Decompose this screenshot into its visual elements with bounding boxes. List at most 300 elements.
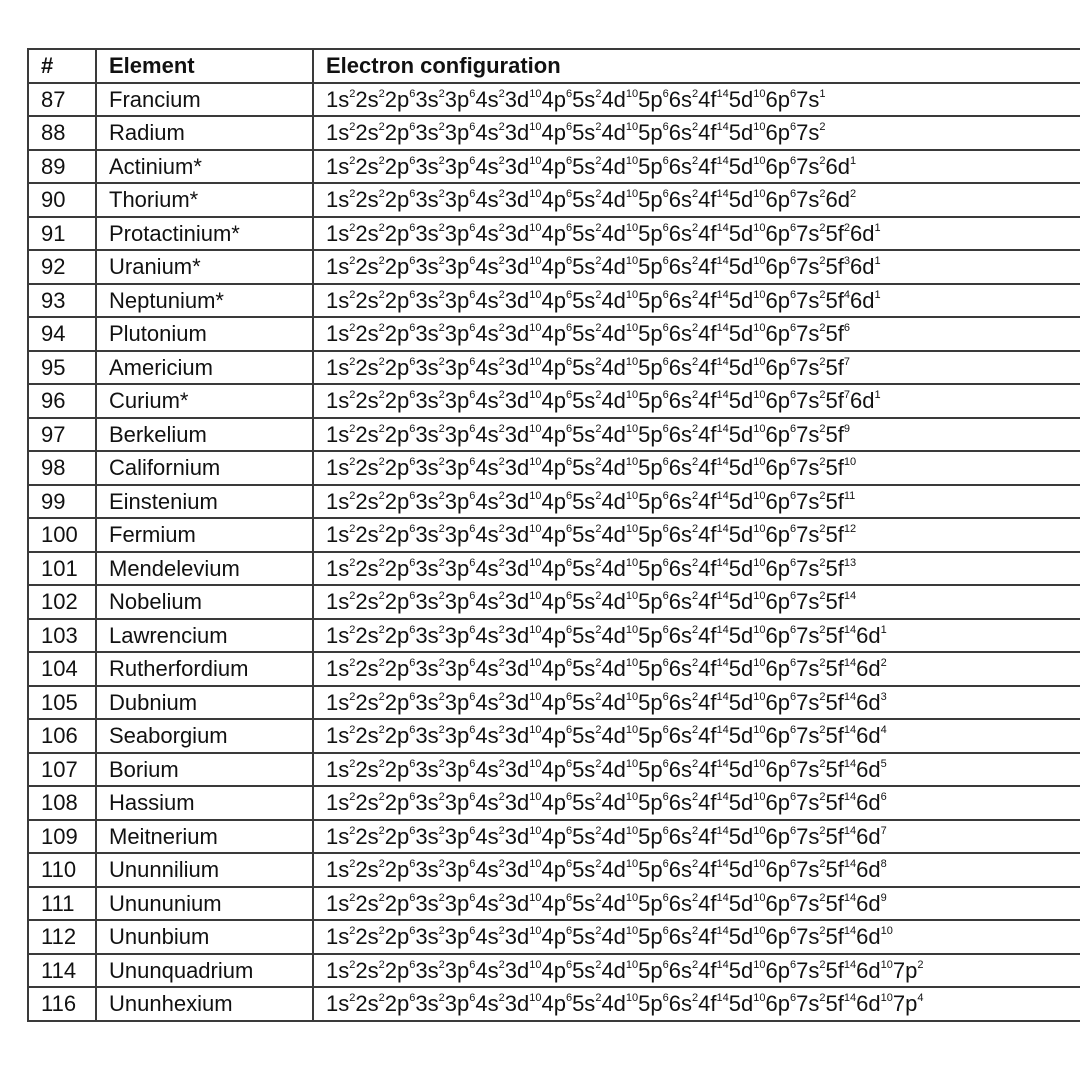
orbital: 4d [601, 622, 626, 648]
electron-count: 2 [498, 154, 505, 167]
electron-count: 2 [349, 757, 356, 770]
orbital: 6s [668, 488, 693, 514]
orbital: 5f [825, 823, 844, 849]
orbital: 4p [541, 388, 566, 413]
electron-count: 6 [469, 221, 476, 234]
electron-count: 2 [595, 322, 602, 334]
orbital: 3s [415, 924, 439, 949]
orbital: 4d [601, 421, 626, 447]
electron-count: 2 [349, 154, 356, 167]
orbital: 6p [765, 455, 790, 480]
electron-count: 2 [692, 188, 699, 200]
orbital: 6s [668, 120, 693, 145]
orbital: 6s [668, 287, 693, 313]
orbital: 7s [796, 957, 820, 983]
electron-count: 10 [625, 523, 639, 535]
electron-count: 6 [469, 958, 476, 971]
orbital: 7s [796, 220, 820, 246]
electron-count: 10 [753, 958, 766, 971]
orbital: 5p [638, 287, 663, 313]
electron-count: 14 [843, 724, 857, 736]
electron-count: 6 [789, 590, 797, 602]
electron-count: 14 [716, 657, 729, 669]
electron-count: 2 [349, 992, 356, 1004]
electron-count: 6 [469, 724, 476, 736]
orbital: 3s [415, 522, 439, 547]
electron-count: 2 [498, 791, 505, 803]
electron-count: 10 [529, 992, 542, 1004]
electron-count: 6 [565, 322, 573, 334]
orbital: 5s [572, 890, 596, 916]
orbital: 4f [698, 522, 717, 547]
element-name-cell: Dubnium [96, 686, 313, 720]
header-element: Element [96, 49, 313, 83]
orbital: 2p [384, 790, 410, 815]
orbital: 5s [572, 589, 596, 614]
electron-configuration-cell [313, 83, 1080, 117]
table-row [28, 384, 1080, 418]
electron-count: 6 [565, 891, 573, 904]
electron-count: 10 [753, 121, 766, 133]
electron-count: 2 [692, 824, 699, 837]
electron-count: 10 [753, 154, 766, 167]
orbital: 3d [504, 723, 530, 748]
orbital: 5d [728, 287, 754, 313]
electron-count: 2 [349, 422, 356, 435]
orbital: 3p [444, 153, 470, 179]
orbital: 3s [415, 656, 439, 681]
orbital: 5p [638, 823, 663, 849]
electron-count: 2 [692, 456, 699, 468]
electron-count: 14 [716, 523, 729, 535]
electron-count: 10 [625, 556, 639, 569]
orbital: 4s [475, 622, 499, 648]
orbital: 3d [504, 790, 530, 815]
electron-count: 14 [716, 757, 729, 770]
electron-count: 2 [498, 757, 505, 770]
electron-count: 2 [819, 188, 826, 200]
orbital: 4d [601, 187, 626, 212]
orbital: 4f [698, 86, 717, 112]
orbital: 3s [415, 120, 439, 145]
orbital: 2s [355, 924, 379, 949]
atomic-number-cell: 108 [28, 786, 96, 820]
orbital: 4f [698, 622, 717, 648]
electron-count: 14 [716, 690, 729, 703]
orbital: 7s [796, 924, 820, 949]
electron-count: 6 [662, 958, 669, 971]
electron-count: 6 [662, 221, 669, 234]
electron-count: 6 [662, 657, 669, 669]
electron-count: 6 [409, 958, 416, 971]
electron-count: 2 [595, 858, 602, 870]
electron-count: 14 [843, 891, 857, 904]
orbital: 5d [728, 924, 754, 949]
electron-count: 10 [625, 456, 639, 468]
orbital: 4s [475, 924, 499, 949]
electron-count: 2 [498, 657, 505, 669]
orbital: 5d [728, 455, 754, 480]
orbital: 5s [572, 723, 596, 748]
orbital: 3s [415, 354, 439, 380]
orbital: 5s [572, 254, 596, 279]
orbital: 6s [668, 220, 693, 246]
orbital: 5f [825, 354, 844, 380]
orbital: 5f [825, 790, 844, 815]
orbital: 1s [326, 689, 350, 715]
orbital: 2s [355, 790, 379, 815]
orbital: 1s [326, 890, 350, 916]
electron-count: 2 [819, 690, 826, 703]
electron-count: 6 [409, 992, 416, 1004]
electron-count: 6 [469, 925, 476, 937]
electron-configuration-table [27, 48, 1080, 1022]
electron-count: 6 [662, 757, 669, 770]
electron-count: 2 [349, 523, 356, 535]
electron-count: 6 [409, 858, 416, 870]
electron-count: 2 [349, 824, 356, 837]
orbital: 5d [728, 220, 754, 246]
orbital: 6p [765, 354, 790, 380]
electron-configuration-cell [313, 954, 1080, 988]
electron-count: 6 [469, 456, 476, 468]
electron-count: 11 [843, 489, 856, 502]
atomic-number-cell: 93 [28, 284, 96, 318]
electron-count: 6 [789, 523, 797, 535]
orbital: 6d [856, 890, 881, 916]
orbital: 4f [698, 421, 717, 447]
electron-count: 2 [819, 255, 826, 267]
orbital: 7s [796, 790, 820, 815]
electron-count: 14 [716, 154, 729, 167]
orbital: 4s [475, 488, 499, 514]
electron-count: 6 [409, 690, 416, 703]
orbital: 4f [698, 120, 717, 145]
orbital: 4d [601, 589, 626, 614]
electron-count: 2 [819, 288, 826, 301]
atomic-number-cell: 111 [28, 887, 96, 921]
electron-count: 10 [529, 724, 542, 736]
electron-count: 6 [789, 858, 797, 870]
orbital: 2s [355, 321, 379, 346]
electron-count: 10 [529, 824, 542, 837]
orbital: 6s [668, 153, 693, 179]
table-row [28, 987, 1080, 1021]
electron-count: 2 [438, 456, 445, 468]
orbital: 3d [504, 890, 530, 916]
orbital: 1s [326, 254, 350, 279]
orbital: 2p [384, 823, 410, 849]
orbital: 6s [668, 321, 693, 346]
electron-count: 2 [498, 422, 505, 435]
orbital: 1s [326, 991, 350, 1016]
electron-count: 6 [565, 824, 573, 837]
orbital: 3p [444, 656, 470, 681]
electron-count: 6 [409, 188, 416, 200]
electron-count: 10 [753, 523, 766, 535]
electron-count: 6 [409, 322, 416, 334]
orbital: 4d [601, 455, 626, 480]
orbital: 3s [415, 321, 439, 346]
electron-count: 2 [849, 188, 857, 200]
element-name-cell: Meitnerium [96, 820, 313, 854]
orbital: 3s [415, 455, 439, 480]
electron-count: 2 [349, 590, 356, 602]
orbital: 2s [355, 555, 379, 581]
electron-count: 2 [378, 556, 385, 569]
electron-count: 14 [716, 925, 729, 937]
electron-count: 6 [409, 724, 416, 736]
electron-count: 1 [849, 154, 857, 167]
orbital: 5s [572, 120, 596, 145]
table-row [28, 451, 1080, 485]
electron-count: 2 [438, 389, 445, 401]
orbital: 2s [355, 522, 379, 547]
electron-count: 6 [662, 154, 669, 167]
electron-count: 2 [378, 690, 385, 703]
electron-count: 10 [753, 322, 766, 334]
electron-count: 2 [595, 523, 602, 535]
electron-count: 2 [438, 87, 445, 100]
orbital: 6p [765, 421, 790, 447]
orbital: 5p [638, 622, 663, 648]
orbital: 1s [326, 153, 350, 179]
orbital: 2p [384, 153, 410, 179]
orbital: 3d [504, 354, 530, 380]
atomic-number-cell: 95 [28, 351, 96, 385]
orbital: 2p [384, 555, 410, 581]
orbital: 4f [698, 890, 717, 916]
electron-count: 2 [498, 255, 505, 267]
orbital: 5p [638, 957, 663, 983]
electron-count: 2 [819, 724, 826, 736]
electron-count: 2 [498, 623, 505, 636]
orbital: 3d [504, 589, 530, 614]
orbital: 7s [796, 187, 820, 212]
orbital: 2p [384, 589, 410, 614]
electron-count: 14 [716, 121, 729, 133]
atomic-number-cell: 91 [28, 217, 96, 251]
orbital: 4d [601, 756, 626, 782]
orbital: 4d [601, 790, 626, 815]
electron-count: 10 [529, 188, 542, 200]
electron-count: 2 [349, 456, 356, 468]
orbital: 4s [475, 857, 499, 882]
electron-count: 2 [692, 355, 699, 368]
orbital: 6s [668, 254, 693, 279]
electron-count: 2 [819, 925, 826, 937]
orbital: 7s [796, 689, 820, 715]
orbital: 4f [698, 756, 717, 782]
electron-count: 2 [498, 288, 505, 301]
orbital: 6d [825, 187, 850, 212]
electron-count: 6 [789, 657, 797, 669]
electron-count: 6 [662, 690, 669, 703]
orbital: 4p [541, 86, 566, 112]
electron-count: 2 [378, 925, 385, 937]
orbital: 2p [384, 890, 410, 916]
orbital: 3p [444, 220, 470, 246]
electron-count: 10 [843, 456, 857, 468]
orbital: 3p [444, 488, 470, 514]
orbital: 3d [504, 287, 530, 313]
electron-count: 6 [565, 925, 573, 937]
electron-count: 6 [789, 422, 797, 435]
orbital: 1s [326, 924, 350, 949]
electron-count: 12 [843, 523, 857, 535]
table-row [28, 351, 1080, 385]
orbital: 4d [601, 488, 626, 514]
orbital: 5p [638, 991, 663, 1016]
electron-count: 6 [789, 791, 797, 803]
orbital: 4p [541, 890, 566, 916]
electron-count: 2 [378, 255, 385, 267]
orbital: 4s [475, 421, 499, 447]
orbital: 3d [504, 957, 530, 983]
orbital: 1s [326, 857, 350, 882]
orbital: 3d [504, 756, 530, 782]
electron-count: 14 [716, 858, 729, 870]
element-name-cell: Actinium* [96, 150, 313, 184]
orbital: 6s [668, 388, 693, 413]
electron-count: 2 [378, 355, 385, 368]
orbital: 5s [572, 321, 596, 346]
element-name-cell: Ununquadrium [96, 954, 313, 988]
electron-count: 2 [595, 255, 602, 267]
orbital: 5d [728, 153, 754, 179]
orbital: 5d [728, 957, 754, 983]
electron-count: 2 [498, 87, 505, 100]
orbital: 7s [796, 287, 820, 313]
electron-count: 6 [789, 456, 797, 468]
electron-count: 2 [692, 422, 699, 435]
orbital: 2p [384, 957, 410, 983]
electron-count: 2 [349, 489, 356, 502]
orbital: 4s [475, 957, 499, 983]
orbital: 3p [444, 86, 470, 112]
orbital: 4s [475, 321, 499, 346]
electron-count: 6 [789, 154, 797, 167]
orbital: 4f [698, 254, 717, 279]
orbital: 1s [326, 455, 350, 480]
orbital: 6d [856, 790, 881, 815]
electron-count: 10 [529, 288, 542, 301]
electron-count: 6 [789, 824, 797, 837]
orbital: 1s [326, 421, 350, 447]
orbital: 6d [856, 991, 881, 1016]
orbital: 3d [504, 120, 530, 145]
orbital: 2s [355, 689, 379, 715]
orbital: 5f [825, 689, 844, 715]
electron-count: 2 [819, 556, 826, 569]
orbital: 3s [415, 421, 439, 447]
orbital: 5f [825, 455, 844, 480]
orbital: 4p [541, 857, 566, 882]
orbital: 5f [825, 857, 844, 882]
electron-configuration-cell [313, 518, 1080, 552]
electron-count: 6 [469, 288, 476, 301]
electron-count: 14 [716, 355, 729, 368]
orbital: 5f [825, 991, 844, 1016]
electron-count: 3 [880, 690, 887, 703]
orbital: 3d [504, 388, 530, 413]
orbital: 7s [796, 421, 820, 447]
orbital: 4p [541, 622, 566, 648]
electron-count: 10 [529, 858, 542, 870]
orbital: 2p [384, 723, 410, 748]
electron-count: 6 [469, 121, 476, 133]
electron-count: 14 [843, 757, 857, 770]
electron-count: 6 [662, 255, 669, 267]
electron-count: 2 [349, 121, 356, 133]
orbital: 4s [475, 723, 499, 748]
orbital: 4d [601, 254, 626, 279]
electron-count: 6 [789, 87, 797, 100]
orbital: 5s [572, 187, 596, 212]
orbital: 3p [444, 388, 470, 413]
electron-count: 14 [716, 221, 729, 234]
electron-count: 10 [625, 858, 639, 870]
electron-count: 10 [753, 791, 766, 803]
orbital: 3d [504, 421, 530, 447]
orbital: 4p [541, 120, 566, 145]
orbital: 6s [668, 957, 693, 983]
orbital: 5s [572, 991, 596, 1016]
orbital: 4f [698, 321, 717, 346]
atomic-number-cell: 89 [28, 150, 96, 184]
orbital: 3d [504, 321, 530, 346]
orbital: 6d [856, 857, 881, 882]
orbital: 6p [765, 153, 790, 179]
electron-count: 6 [662, 992, 669, 1004]
electron-count: 2 [438, 891, 445, 904]
electron-count: 2 [819, 322, 826, 334]
orbital: 6d [856, 723, 881, 748]
electron-configuration-cell [313, 485, 1080, 519]
orbital: 4d [601, 991, 626, 1016]
electron-count: 6 [662, 355, 669, 368]
orbital: 7s [796, 522, 820, 547]
orbital: 5p [638, 555, 663, 581]
orbital: 6d [856, 756, 881, 782]
electron-count: 2 [595, 891, 602, 904]
electron-count: 6 [469, 489, 476, 502]
orbital: 3d [504, 924, 530, 949]
orbital: 4s [475, 555, 499, 581]
electron-configuration-cell [313, 686, 1080, 720]
orbital: 4s [475, 287, 499, 313]
electron-configuration-cell [313, 619, 1080, 653]
electron-count: 6 [662, 422, 669, 435]
orbital: 4d [601, 86, 626, 112]
table-row [28, 686, 1080, 720]
orbital: 3s [415, 890, 439, 916]
electron-count: 10 [753, 355, 766, 368]
orbital: 3s [415, 287, 439, 313]
orbital: 5s [572, 86, 596, 112]
orbital: 2s [355, 421, 379, 447]
electron-count: 10 [753, 992, 766, 1004]
element-name-cell: Seaborgium [96, 719, 313, 753]
electron-count: 10 [625, 121, 639, 133]
electron-count: 14 [716, 422, 729, 435]
orbital: 4p [541, 756, 566, 782]
orbital: 2p [384, 220, 410, 246]
electron-count: 2 [438, 858, 445, 870]
orbital: 7s [796, 455, 820, 480]
orbital: 1s [326, 187, 350, 212]
electron-count: 6 [662, 858, 669, 870]
